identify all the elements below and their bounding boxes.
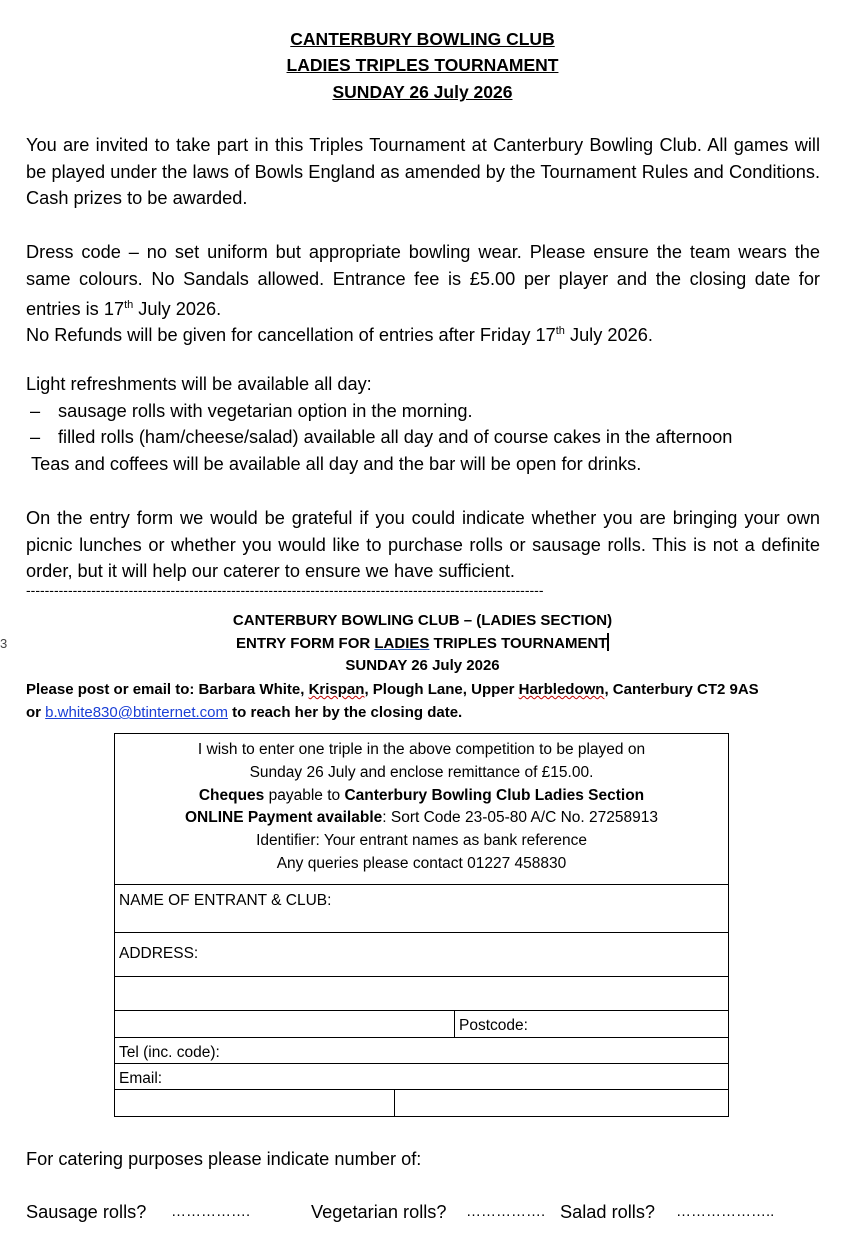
- entry-line: I wish to enter one triple in the above competition to be played on: [197, 741, 646, 758]
- salad-rolls-blank[interactable]: ………………..: [676, 1203, 775, 1220]
- salad-rolls-question: [560, 1199, 655, 1225]
- postcode-field[interactable]: [454, 1010, 729, 1038]
- address-line-2-field[interactable]: [114, 976, 729, 1011]
- post-text: Please post or email to: Barbara White,: [26, 681, 309, 698]
- refund-text-end: July 2026.: [564, 325, 653, 346]
- cut-line-divider: ---------------------------------------------------------------------------------------------------------------: [26, 582, 544, 598]
- teas-line: Teas and coffees will be available all day and the bar will be open for drinks.: [31, 454, 642, 474]
- refund-paragraph: [26, 318, 820, 349]
- refreshment-item-text: sausage rolls with vegetarian option in the morning.: [58, 401, 473, 421]
- online-payment-line: [115, 807, 728, 830]
- dash-bullet-icon: –: [30, 427, 41, 447]
- intro-paragraph: You are invited to take part in this Triples Tournament at Canterbury Bowling Club. All games will be played under the laws of Bowls England as amended by the Tournament Rules and Conditions. Cash prizes to be awarded.: [26, 135, 820, 208]
- superscript: th: [124, 299, 134, 311]
- sausage-rolls-label: Sausage rolls?: [26, 1202, 147, 1222]
- cheques-payee: Canterbury Bowling Club Ladies Section: [344, 786, 645, 804]
- refund-text: No Refunds will be given for cancellation of entries after Friday 17: [26, 325, 556, 346]
- name-label: NAME OF ENTRANT & CLUB:: [119, 892, 332, 909]
- club-title: CANTERBURY BOWLING CLUB: [290, 29, 555, 49]
- tel-field[interactable]: [114, 1037, 729, 1064]
- email-instructions: [26, 702, 826, 725]
- superscript: th: [555, 325, 565, 337]
- catering-intro: For catering purposes please indicate number of:: [26, 1149, 422, 1169]
- name-field[interactable]: [114, 884, 729, 933]
- form-subtitle-text: ENTRY FORM FOR: [236, 635, 375, 652]
- dress-code-text: Dress code – no set uniform but appropriate bowling wear. Please ensure the team wears the same colours. No Sandals allowed. Entrance fee is £5.00 per player and the closing date for entries is 17: [26, 242, 820, 320]
- refreshment-item: [30, 398, 473, 425]
- refreshments-intro: Light refreshments will be available all day:: [26, 374, 372, 394]
- dash-bullet-icon: –: [30, 401, 41, 421]
- queries-line: Any queries please contact 01227 458830: [276, 854, 567, 872]
- cheques-label: Cheques: [198, 786, 265, 804]
- email-link[interactable]: b.white830@btinternet.com: [45, 704, 228, 721]
- entry-note-paragraph: On the entry form we would be grateful if you could indicate whether you are bringing your own picnic lunches or whether you would like to purchase rolls or sausage rolls. This is not a definite order, but it will help our caterer to ensure we have sufficient.: [26, 508, 820, 581]
- post-end: to reach her by the closing date.: [228, 704, 463, 721]
- sausage-rolls-question: [26, 1199, 146, 1225]
- entry-info-box: [114, 733, 729, 885]
- remittance-line: Sunday 26 July and enclose remittance of £15.00.: [249, 763, 594, 781]
- post-or: or: [26, 704, 46, 721]
- refreshment-item-text: filled rolls (ham/cheese/salad) available all day and of course cakes in the afternoon: [58, 427, 733, 447]
- bank-details: : Sort Code 23-05-80 A/C No. 27258913: [382, 809, 659, 827]
- address-label: ADDRESS:: [119, 945, 199, 962]
- tel-label: Tel (inc. code):: [119, 1044, 220, 1061]
- email-field[interactable]: [114, 1063, 729, 1090]
- vegetarian-rolls-blank[interactable]: …………….: [466, 1203, 546, 1220]
- cheques-line: [115, 785, 728, 808]
- salad-rolls-label: Salad rolls?: [560, 1202, 656, 1222]
- form-subtitle-end: TRIPLES TOURNAMENT: [429, 635, 608, 652]
- form-subtitle-ladies: LADIES: [374, 635, 430, 652]
- vegetarian-rolls-label: Vegetarian rolls?: [311, 1202, 447, 1222]
- address-field[interactable]: [114, 932, 729, 977]
- postcode-label: Postcode:: [459, 1017, 528, 1034]
- online-label: ONLINE Payment available: [184, 809, 383, 827]
- vegetarian-rolls-question: [311, 1199, 446, 1225]
- post-instructions: [26, 679, 826, 702]
- post-text: , Plough Lane, Upper: [364, 681, 519, 698]
- form-date: SUNDAY 26 July 2026: [345, 657, 500, 674]
- entry-info-text: [115, 734, 728, 876]
- event-title: LADIES TRIPLES TOURNAMENT: [286, 55, 559, 75]
- sausage-rolls-blank[interactable]: …………….: [171, 1203, 251, 1220]
- address-line-3-field[interactable]: [114, 1010, 455, 1038]
- post-house: Krispan: [308, 681, 365, 698]
- form-subtitle: [0, 633, 845, 656]
- extra-field-right[interactable]: [394, 1089, 729, 1117]
- post-village: Harbledown: [518, 681, 605, 698]
- form-title: CANTERBURY BOWLING CLUB – (LADIES SECTION): [232, 612, 613, 629]
- dress-code-text-end: July 2026.: [133, 299, 222, 320]
- cheques-mid: payable to: [264, 786, 345, 804]
- margin-mark: 3: [0, 636, 8, 651]
- refreshment-item: [30, 424, 732, 451]
- dress-code-paragraph: [26, 239, 820, 323]
- identifier-line: Identifier: Your entrant names as bank reference: [256, 832, 587, 850]
- event-date: SUNDAY 26 July 2026: [332, 82, 513, 102]
- post-text: , Canterbury CT2 9AS: [604, 681, 759, 698]
- email-label: Email:: [119, 1070, 163, 1087]
- text-cursor: [607, 633, 609, 651]
- extra-field-left[interactable]: [114, 1089, 395, 1117]
